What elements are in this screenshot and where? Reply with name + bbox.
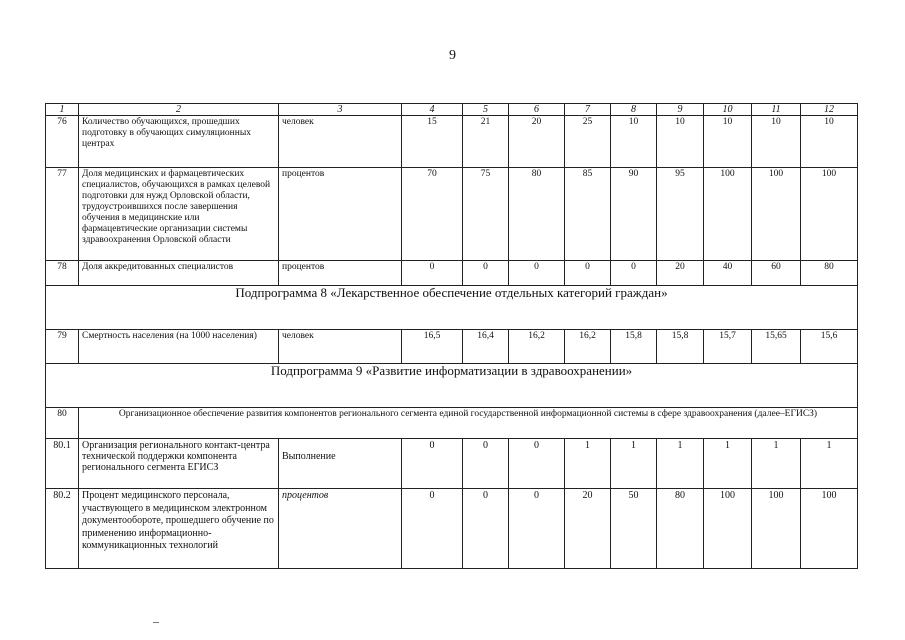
value-cell: 10 [704,116,752,168]
indicator-name: Количество обучающихся, прошедших подготовку в обучающих симуляционных центрах [79,116,279,168]
value-cell: 60 [752,261,801,286]
row-number: 80.2 [46,489,79,569]
header-row [46,104,858,116]
value-cell: 20 [657,261,704,286]
value-cell: 1 [565,439,611,489]
header-cell: 3 [279,104,402,116]
row-number: 80 [46,408,79,439]
row-number: 77 [46,168,79,261]
unit: процентов [279,489,402,569]
value-cell: 20 [565,489,611,569]
table-row [46,261,858,286]
subprogram-row [46,286,858,330]
value-cell: 15,8 [611,330,657,364]
value-cell: 95 [657,168,704,261]
value-cell: 16,2 [565,330,611,364]
header-cell: 7 [565,104,611,116]
value-cell: 15,65 [752,330,801,364]
value-cell: 16,2 [509,330,565,364]
scan-mark [153,622,159,623]
unit: человек [279,116,402,168]
value-cell: 15,7 [704,330,752,364]
value-cell: 0 [402,489,463,569]
table-row [46,116,858,168]
value-cell: 80 [801,261,858,286]
value-cell: 50 [611,489,657,569]
header-cell: 6 [509,104,565,116]
header-cell: 2 [79,104,279,116]
indicator-name: Смертность населения (на 1000 населения) [79,330,279,364]
header-cell: 4 [402,104,463,116]
header-cell: 8 [611,104,657,116]
unit: человек [279,330,402,364]
value-cell: 75 [463,168,509,261]
row-number: 80.1 [46,439,79,489]
value-cell: 0 [509,439,565,489]
value-cell: 10 [611,116,657,168]
value-cell: 1 [801,439,858,489]
subprogram-9-title: Подпрограмма 9 «Развитие информатизации в здравоохранении» [46,364,858,408]
value-cell: 20 [509,116,565,168]
indicators-table [45,103,858,569]
value-cell: 1 [752,439,801,489]
value-cell: 0 [565,261,611,286]
section-row [46,408,858,439]
value-cell: 40 [704,261,752,286]
subprogram-row [46,364,858,408]
table-row [46,330,858,364]
header-cell: 10 [704,104,752,116]
table-row [46,168,858,261]
indicator-name: Организация регионального контакт-центра технической поддержки компонента регионального сегмента ЕГИСЗ [79,439,279,489]
indicator-name: Доля аккредитованных специалистов [79,261,279,286]
header-cell: 1 [46,104,79,116]
indicator-name: Процент медицинского персонала, участвующего в медицинском электронном документообороте, прошедшего обучение по применению информационно-коммуникационных технологий [79,489,279,569]
value-cell: 0 [463,261,509,286]
value-cell: 10 [752,116,801,168]
value-cell: 1 [704,439,752,489]
indicator-name: Доля медицинских и фармацевтических специалистов, обучающихся в рамках целевой подготовки для нужд Орловской области, трудоустроившихся после завершения обучения в медицинские или фармацевтические организации системы здравоохранения Орловской области [79,168,279,261]
header-cell: 5 [463,104,509,116]
value-cell: 15,6 [801,330,858,364]
value-cell: 1 [611,439,657,489]
value-cell: 100 [801,489,858,569]
page-number: 9 [449,48,456,63]
value-cell: 0 [509,261,565,286]
value-cell: 100 [752,489,801,569]
value-cell: 0 [611,261,657,286]
table-row [46,489,858,569]
value-cell: 100 [704,168,752,261]
value-cell: 16,5 [402,330,463,364]
value-cell: 10 [801,116,858,168]
unit: процентов [279,261,402,286]
value-cell: 100 [704,489,752,569]
value-cell: 70 [402,168,463,261]
value-cell: 80 [509,168,565,261]
value-cell: 15 [402,116,463,168]
unit: процентов [279,168,402,261]
value-cell: 85 [565,168,611,261]
value-cell: 0 [402,439,463,489]
value-cell: 16,4 [463,330,509,364]
value-cell: 90 [611,168,657,261]
value-cell: 1 [657,439,704,489]
unit: Выполнение [279,439,402,489]
value-cell: 15,8 [657,330,704,364]
value-cell: 25 [565,116,611,168]
row-number: 79 [46,330,79,364]
row-number: 76 [46,116,79,168]
value-cell: 100 [801,168,858,261]
value-cell: 100 [752,168,801,261]
value-cell: 21 [463,116,509,168]
table-row [46,439,858,489]
section-title: Организационное обеспечение развития компонентов регионального сегмента единой государственной информационной системы в сфере здравоохранения (далее–ЕГИСЗ) [79,408,858,439]
value-cell: 0 [463,489,509,569]
value-cell: 0 [509,489,565,569]
header-cell: 12 [801,104,858,116]
header-cell: 11 [752,104,801,116]
value-cell: 0 [463,439,509,489]
value-cell: 0 [402,261,463,286]
value-cell: 10 [657,116,704,168]
value-cell: 80 [657,489,704,569]
subprogram-8-title: Подпрограмма 8 «Лекарственное обеспечение отдельных категорий граждан» [46,286,858,330]
header-cell: 9 [657,104,704,116]
row-number: 78 [46,261,79,286]
